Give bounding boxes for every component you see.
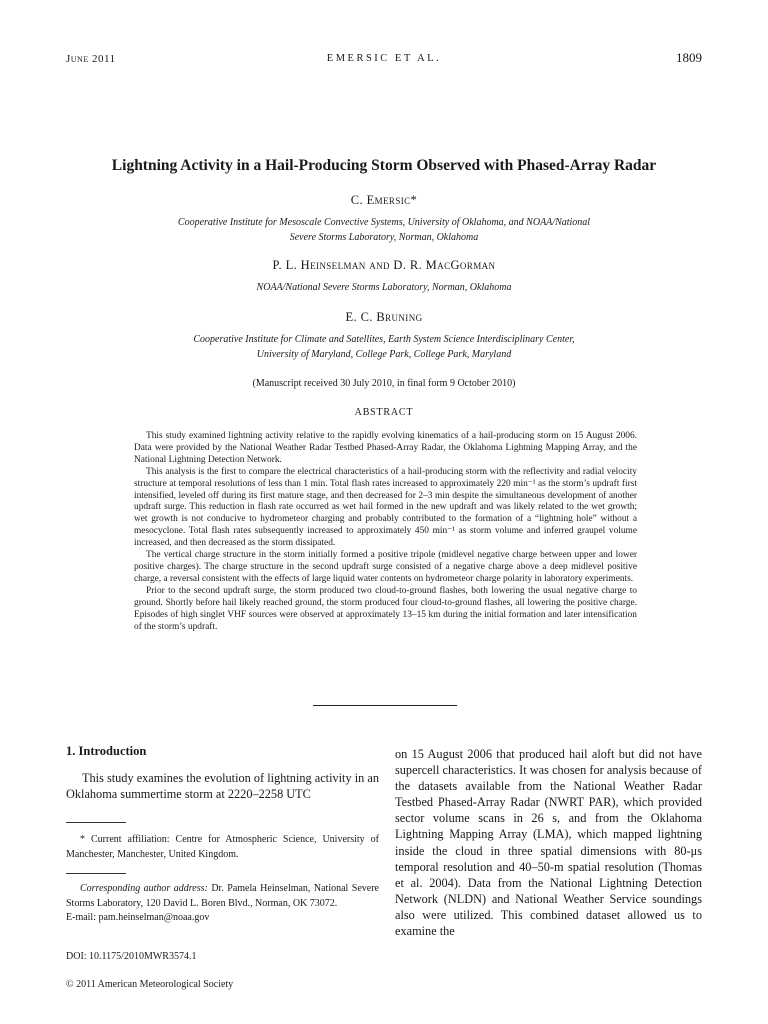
affiliation-bruning (60, 332, 708, 362)
manuscript-received: (Manuscript received 30 July 2010, in final form 9 October 2010) (252, 378, 516, 389)
abstract-paragraph: This analysis is the first to compare the electrical characteristics of a hail-producing storm with the reflectivity and radial velocity structure at temporal resolutions of less than 1 min. Total flash rates increased to approximately 220 min⁻¹ as the storm’s updraft first intensified, leveled off during its first mature stage, and then decreased for 2–3 min despite the simultaneous development of another updraft surge. This reduction in flash rate occurred as wet hail formed in the new updraft and was likely related to the wet growth; wet growth is not conducive to hydrometeor charging and probably contributed to the formation of a “lightning hole” without a mesocyclone. Total flash rates subsequently increased to approximately 450 min⁻¹ as storm volume and inferred graupel volume increased, and then decreased as the storm dissipated. (134, 466, 637, 549)
author-bruning: E. C. Bruning (345, 310, 423, 324)
abstract-body (134, 431, 637, 633)
footnote-affiliation (66, 833, 379, 862)
intro-text-right (395, 746, 702, 939)
abstract-paragraph: Prior to the second updraft surge, the storm produced two cloud-to-ground flashes, both lowering the usual negative charge to ground. Shortly before hail likely reached ground, the storm produced four cloud-to-ground flashes, all lowering the positive charge. Episodes of high singlet VHF sources were observed at approximately 13–15 km during the initial formation and later intensification of the storm’s updraft. (134, 585, 637, 632)
footnote-divider (66, 873, 126, 874)
affiliation-line: Severe Storms Laboratory, Norman, Oklahoma (289, 232, 479, 243)
abstract-paragraph: This study examined lightning activity relative to the rapidly evolving kinematics of a hail-producing storm on 15 August 2006. Data were provided by the National Weather Radar Testbed Phased-Array Radar, the Oklahoma Lightning Mapping Array, and the National Lightning Detection Network. (134, 431, 637, 465)
running-header-date: June 2011 (66, 53, 116, 65)
affiliation-emersic (60, 215, 708, 245)
intro-text-left (66, 770, 379, 802)
abstract-divider (313, 705, 457, 706)
running-header-authors: EMERSIC ET AL. (326, 53, 442, 64)
affiliation-line: Cooperative Institute for Climate and Satellites, Earth System Science Interdisciplinary Center, (193, 334, 575, 345)
affiliation-line: Cooperative Institute for Mesoscale Convective Systems, University of Oklahoma, and NOAA/National (177, 217, 591, 228)
intro-paragraph: This study examines the evolution of lightning activity in an Oklahoma summertime storm at 2220–2258 UTC (66, 771, 379, 802)
affiliation-heinselman-macgorman (60, 280, 708, 295)
affiliation-line: University of Maryland, College Park, College Park, Maryland (256, 349, 512, 360)
footnote-corresponding (66, 882, 379, 926)
section-heading-introduction: 1. Introduction (66, 744, 147, 758)
footnote-divider (66, 822, 126, 823)
abstract-heading: ABSTRACT (354, 407, 414, 418)
paper-title: Lightning Activity in a Hail-Producing Storm Observed with Phased-Array Radar (111, 157, 657, 174)
footnote-affiliation-text: * Current affiliation: Centre for Atmospheric Science, University of Manchester, Manchester, United Kingdom. (66, 834, 379, 860)
intro-paragraph-continued: on 15 August 2006 that produced hail aloft but did not have supercell characteristics. It was chosen for analysis because of the datasets available from the National Weather Radar Testbed Phased-Array Radar (NWRT PAR), which provided sector volume scans in 26 s, and from the Oklahoma Lightning Mapping Array (LMA), which mapped lightning inside the cloud in three spatial dimensions with 80-μs temporal resolution and 40–50-m spatial resolution (Thomas et al. 2004). Data from the National Lightning Detection Network (NLDN) and National Weather Service soundings also were utilized. This combined dataset allowed us to examine the (395, 747, 702, 939)
affiliation-line: NOAA/National Severe Storms Laboratory, Norman, Oklahoma (256, 282, 512, 293)
page-number: 1809 (676, 50, 702, 65)
corresponding-email: E-mail: pam.heinselman@noaa.gov (66, 912, 210, 923)
corresponding-label: Corresponding author address: (80, 883, 208, 894)
author-emersic: C. Emersic* (350, 193, 418, 207)
copyright: © 2011 American Meteorological Society (66, 979, 234, 990)
corresponding-author (66, 882, 379, 911)
corresponding-address: Dr. Pamela Heinselman, National Severe Storms Laboratory, 120 David L. Boren Blvd., Norman, OK 73072. (66, 883, 379, 909)
doi: DOI: 10.1175/2010MWR3574.1 (66, 951, 197, 962)
abstract-paragraph: The vertical charge structure in the storm initially formed a positive tripole (midlevel negative charge between upper and lower positive charges). The charge structure in the second updraft surge consisted of a negative charge above a deep midlevel positive charge, a reversal consistent with the effects of large liquid water contents on hydrometeor charge polarity in laboratory experiments. (134, 550, 637, 584)
author-heinselman-macgorman: P. L. Heinselman and D. R. MacGorman (272, 258, 496, 272)
